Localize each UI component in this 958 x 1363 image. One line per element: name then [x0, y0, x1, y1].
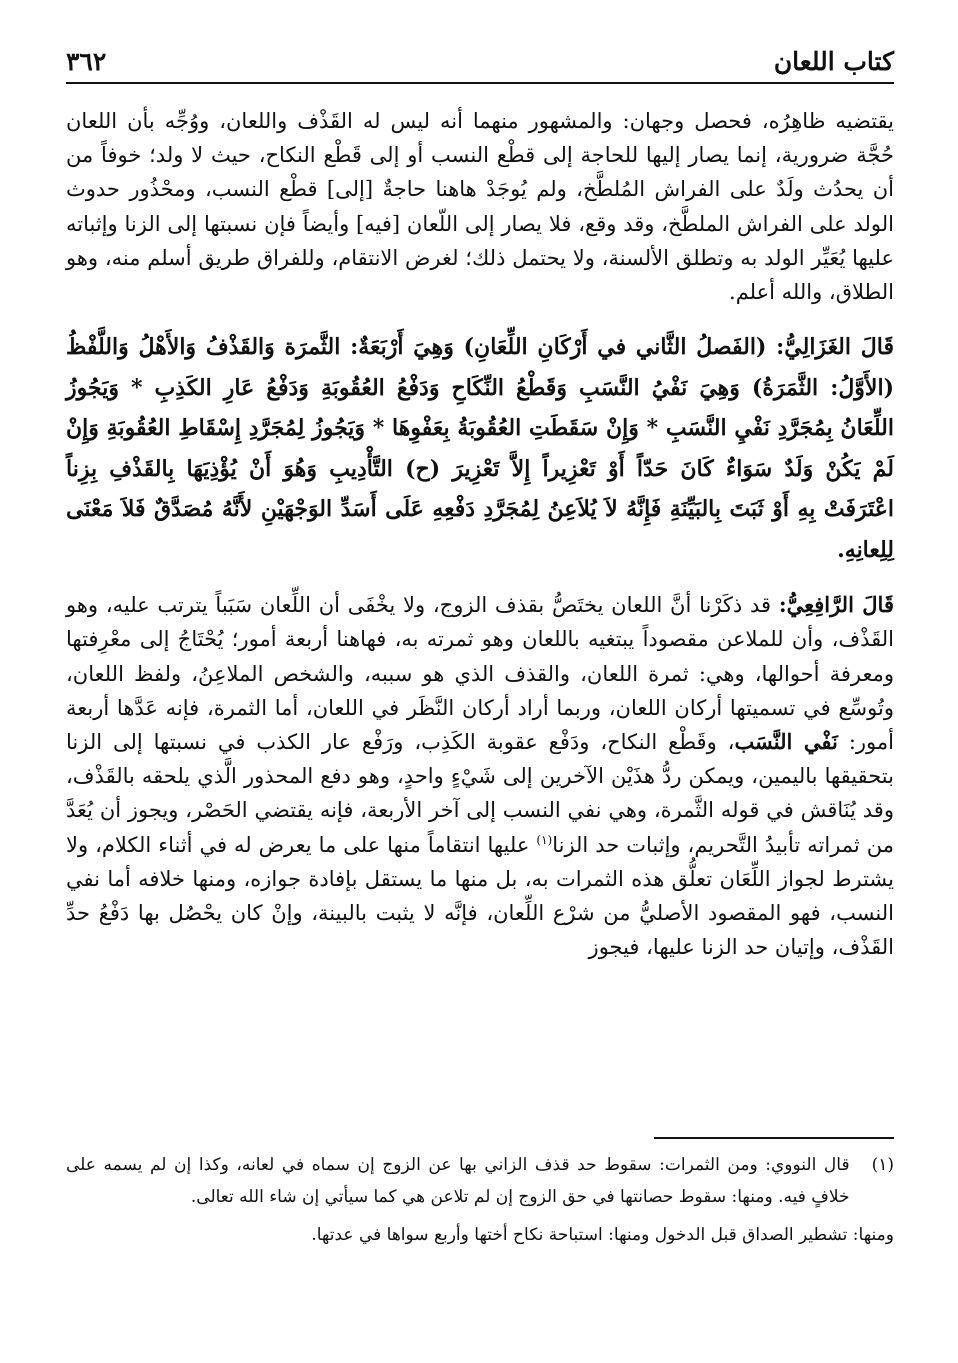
ghazali-quote: [66, 327, 894, 570]
header-rule: [66, 82, 894, 84]
footnote-number: (١): [871, 1155, 894, 1175]
book-title: كتاب اللعان: [773, 47, 894, 76]
running-header: [66, 36, 894, 76]
footnote-rule: [654, 1137, 894, 1139]
main-text: [66, 104, 894, 964]
footnote-reference[interactable]: (١): [536, 832, 553, 847]
paragraph-text: يقتضيه ظاهِرُه، فحصل وجهان: والمشهور منهما أنه ليس له القَذْف واللعان، ووُجِّه بأن اللعان حُجَّة ضرورية، إنما يصار إليها للحاجة إلى قطْع النسب أو إلى قَطْع النكاح، حيث لا ولد؛ خوفاً من أن يحدُث ولَدٌ على الفراش المُلطَّخ، ولم يُوجَدْ هاهنا حاجةٌ [إلى] قطْع النسب، ومحْذُور حدوث الولد على الفراش الملطَّخ، وقد وقع، فلا يصار إلى اللّعان [فيه] وأيضاً فإن نسبتها إلى الزنا وإثباته عليها يُعَيِّر الولد به وتطلق الألسنة، ولا يحتمل ذلك؛ لغرض الانتقام، وللفراق طريق أسلم منه، وهو الطلاق، والله أعلم.: [66, 109, 894, 305]
page-number: ٣٦٢: [66, 47, 107, 76]
rafii-term: نَفْي النَّسَب: [734, 729, 838, 755]
footnote-text: قال النووي: ومن الثمرات: سقوط حد قذف الزاني بها عن الزوج إن سماه في لعانه، وكذا إن لم يسمه على خلافٍ فيه. ومنها: سقوط حصانتها في حق الزوج إن لم تلاعن هي كما سيأتي إن شاء الله تعالى.: [66, 1155, 850, 1207]
paragraph-continuation: [66, 104, 894, 309]
footnote-1: [66, 1149, 894, 1213]
rafii-commentary: [66, 588, 894, 964]
rafii-text-part-1: قد ذكَرْنا أنَّ اللعان يختَصُّ بقذف الزوج، ولا يخْفَى أن اللِّعان سَبَباً يترتب عليه، وهو القَذْف، وأن للملاعن مقصوداً يبتغيه باللعان وهو ثمرته به، فهاهنا أربعة أمور؛ يُحْتَاجُ إلى معْرِفتها ومعرفة أحوالها، وهي: ثمرة اللعان، والقذف الذي هو سببه، والشخص الملاعِنُ، ولفظ اللعان، وتُوسِّع في تسميتها أركان اللعان، وربما أراد أركان النَّظَر في اللعان، أما الثمرة، فإنه عَدَّها أربعة أمور:: [66, 593, 894, 755]
rafii-label: قَالَ الرَّافِعِيُّ:: [778, 592, 894, 618]
rafii-text-part-2: ، وقَطْع النكاح، ودَفْع عقوبة الكَذِب، ورَفْع عار الكذب في نسبتها إلى الزنا بتحقيقها باليمين، ويمكن ردُّ هذَيْن الآخرين إلى شَيْءٍ واحدٍ، وهو دفع المحذور الَّذي يلحقه بالقَذْف، وقد يُنَاقش في قوله الثَّمرة، وهي نفي النسب إلى آخر الأربعة، فإنه يقتضي الحَصْر، ويجوز أن يُعَدَّ من ثمراته تأبيدُ التَّحريم، وإثبات حد الزنا: [66, 730, 894, 857]
rafii-text-part-3: عليها انتقاماً منها على ما يعرض له في أثناء الكلام، ولا يشترط لجواز اللِّعَان تعلُّق هذه الثمرات به، بل منها ما يستقل بإفادة جوازه، ومنها خلافه أما نفي النسب، فهو المقصود الأصليُّ من شرْع اللِّعان، فإنَّه لا يثبت بالبينة، وإنْ كان يحْصُل بها دَفْعُ حدِّ القَذْف، وإتيان حد الزنا عليها، فيجوز: [66, 832, 894, 960]
footnote-continuation: ومنها: تشطير الصداق قبل الدخول ومنها: استباحة نكاح أختها وأربع سواها في عدتها.: [311, 1225, 894, 1245]
ghazali-text: (الفَصلُ الثَّاني في أَرْكَانِ اللِّعَانِ) وَهِيَ أَرْبَعَةٌ: الثَّمرَة وَالقَذْفُ وَالأَهْلُ وَاللَّفْظُ (الأَوَّلُ: الثَّمَرَةُ) وَهِيَ نَفْيُ النَّسَبِ وَقَطْعُ النِّكَاحِ وَدَفْعُ العُقُوبَةِ وَدَفْعُ عَارِ الكَذِبِ * وَيَجُوزُ اللِّعَانُ بِمُجَرَّدِ نَفْيِ النَّسَبِ * وَإِنْ سَقَطَتِ العُقُوبَةُ بِعَفْوِهَا * وَيَجُوزُ لِمُجَرَّدِ إِسْقَاطِ العُقُوبَةِ وَإِنْ لَمْ يَكُنْ وَلَدٌ سَوَاءٌ كَانَ حَدّاً أَوْ تَعْزِيراً إِلاَّ تَعْزِيرَ (ح) التَّأْدِيبِ وَهُوَ أَنْ يُؤْذِيَهَا بِالقَذْفِ بِزِناً اعْتَرَفَتْ بِهِ أَوْ ثَبَتَ بِالبَيِّنَةِ فَإِنَّهُ لاَ يُلاَعِنُ لِمُجَرَّدِ دَفْعِهِ عَلَى أَسَدِّ الوَجْهَيْنِ لأَنَّهُ مُصَدَّقٌ فَلاَ مَعْنَى لِلِعانِهِ.: [66, 334, 894, 563]
footnotes: [66, 1149, 894, 1251]
ghazali-label: قَالَ الغَزَالِيُّ:: [776, 334, 894, 361]
